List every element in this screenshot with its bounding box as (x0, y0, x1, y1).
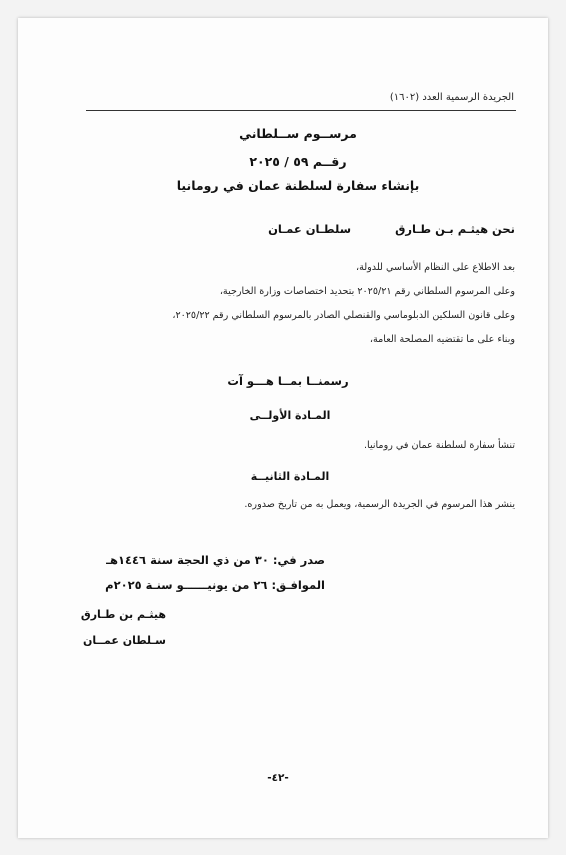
sultan-name: نحن هيثـم بـن طـارق (395, 222, 515, 236)
header-divider (86, 110, 516, 111)
gazette-header: الجريدة الرسمية العدد (١٦٠٢) (389, 92, 514, 103)
issued-date-gregorian: الموافـق: ٢٦ من يونيــــــو سنـة ٢٠٢٥م (105, 578, 325, 592)
preamble-paragraph-2: وعلى المرسوم السلطاني رقم ٢٠٢٥/٢١ بتحديد اختصاصات وزارة الخارجية، (219, 286, 515, 297)
article-1-heading: المـادة الأولــى (249, 409, 331, 422)
article-1-text: تنشأ سفارة لسلطنة عمان في رومانيا. (363, 440, 515, 451)
gazette-page (18, 18, 548, 838)
decree-number: رقــم ٥٩ / ٢٠٢٥ (249, 154, 347, 169)
article-2-heading: المـادة الثانيــة (250, 470, 330, 483)
enactment-clause: رسمنــا بمــا هـــو آت (227, 374, 349, 388)
sultan-title: سلطـان عمـان (268, 222, 351, 236)
article-2-text: ينشر هذا المرسوم في الجريدة الرسمية، ويعمل به من تاريخ صدوره. (244, 499, 515, 510)
decree-title: مرســوم ســلطاني (239, 126, 357, 141)
preamble-paragraph-3: وعلى قانون السلكين الدبلوماسي والقنصلي الصادر بالمرسوم السلطاني رقم ٢٠٢٥/٢٢، (172, 310, 515, 321)
signature-title: سـلطان عمــان (82, 634, 166, 647)
preamble-paragraph-4: وبناء على ما تقتضيه المصلحة العامة، (369, 334, 515, 345)
page-number: -٤٢- (267, 772, 289, 784)
signature-name: هيثـم بن طـارق (80, 608, 166, 621)
decree-subject: بإنشاء سفارة لسلطنة عمان في رومانيا (176, 178, 420, 193)
preamble-paragraph-1: بعد الاطلاع على النظام الأساسي للدولة، (356, 262, 515, 273)
issued-date-hijri: صدر في: ٣٠ من ذي الحجة سنة ١٤٤٦هـ (106, 553, 325, 567)
